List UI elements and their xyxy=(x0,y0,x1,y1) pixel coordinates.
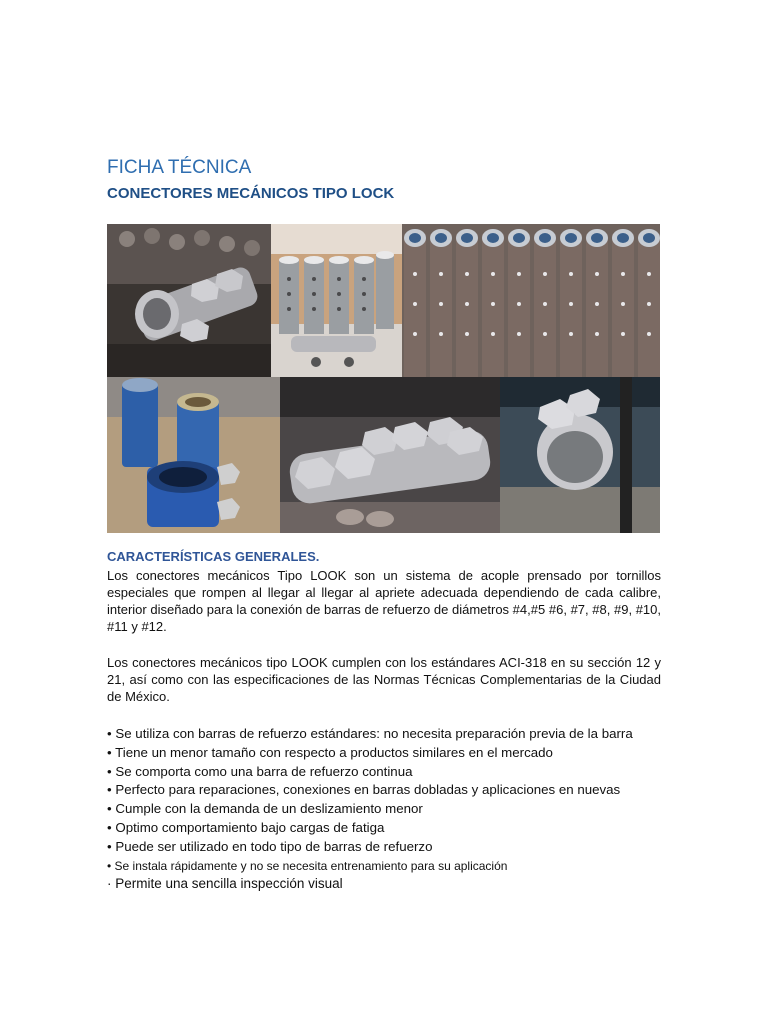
list-item: · Permite una sencilla inspección visual xyxy=(107,876,343,892)
section-heading-general: CARACTERÍSTICAS GENERALES. xyxy=(107,549,320,564)
list-item: • Se instala rápidamente y no se necesita entrenamiento para su aplicación xyxy=(107,858,508,873)
features-list xyxy=(107,725,667,893)
paragraph-description: Los conectores mecánicos Tipo LOOK son un sistema de acople prensado por tornillos especiales que rompen al llegar al llegar al apriete adecuada dependiendo de cada calibre, interior diseñado para la conexión de barras de refuerzo de diámetros #4,#5 #6, #7, #8, #9, #10, #11 y #12. xyxy=(107,568,661,634)
paragraph-standards: Los conectores mecánicos tipo LOOK cumplen con los estándares ACI-318 en su sección 12 y 21, así como con las especificaciones de las Normas Técnicas Complementarias de la Ciudad de México. xyxy=(107,655,661,704)
list-item: • Cumple con la demanda de un deslizamiento menor xyxy=(107,801,423,817)
photo-connector-with-bolts xyxy=(107,224,271,377)
photo-connector-end-view xyxy=(500,377,660,533)
photo-connector-hex-bolts xyxy=(280,377,500,533)
page-subtitle: CONECTORES MECÁNICOS TIPO LOCK xyxy=(107,185,395,202)
photo-blue-connectors xyxy=(107,377,280,533)
list-item: • Tiene un menor tamaño con respecto a productos similares en el mercado xyxy=(107,744,553,760)
page-title: FICHA TÉCNICA xyxy=(107,157,252,178)
list-item: • Se utiliza con barras de refuerzo estándares: no necesita preparación previa de la barra xyxy=(107,726,633,741)
photo-connector-rows xyxy=(402,224,660,377)
list-item: • Perfecto para reparaciones, conexiones en barras dobladas y aplicaciones en nuevas xyxy=(107,782,621,798)
list-item: • Se comporta como una barra de refuerzo continua xyxy=(107,763,413,779)
list-item: • Optimo comportamiento bajo cargas de fatiga xyxy=(107,819,385,835)
photo-connectors-in-box xyxy=(271,224,402,377)
list-item: • Puede ser utilizado en todo tipo de barras de refuerzo xyxy=(107,838,433,854)
